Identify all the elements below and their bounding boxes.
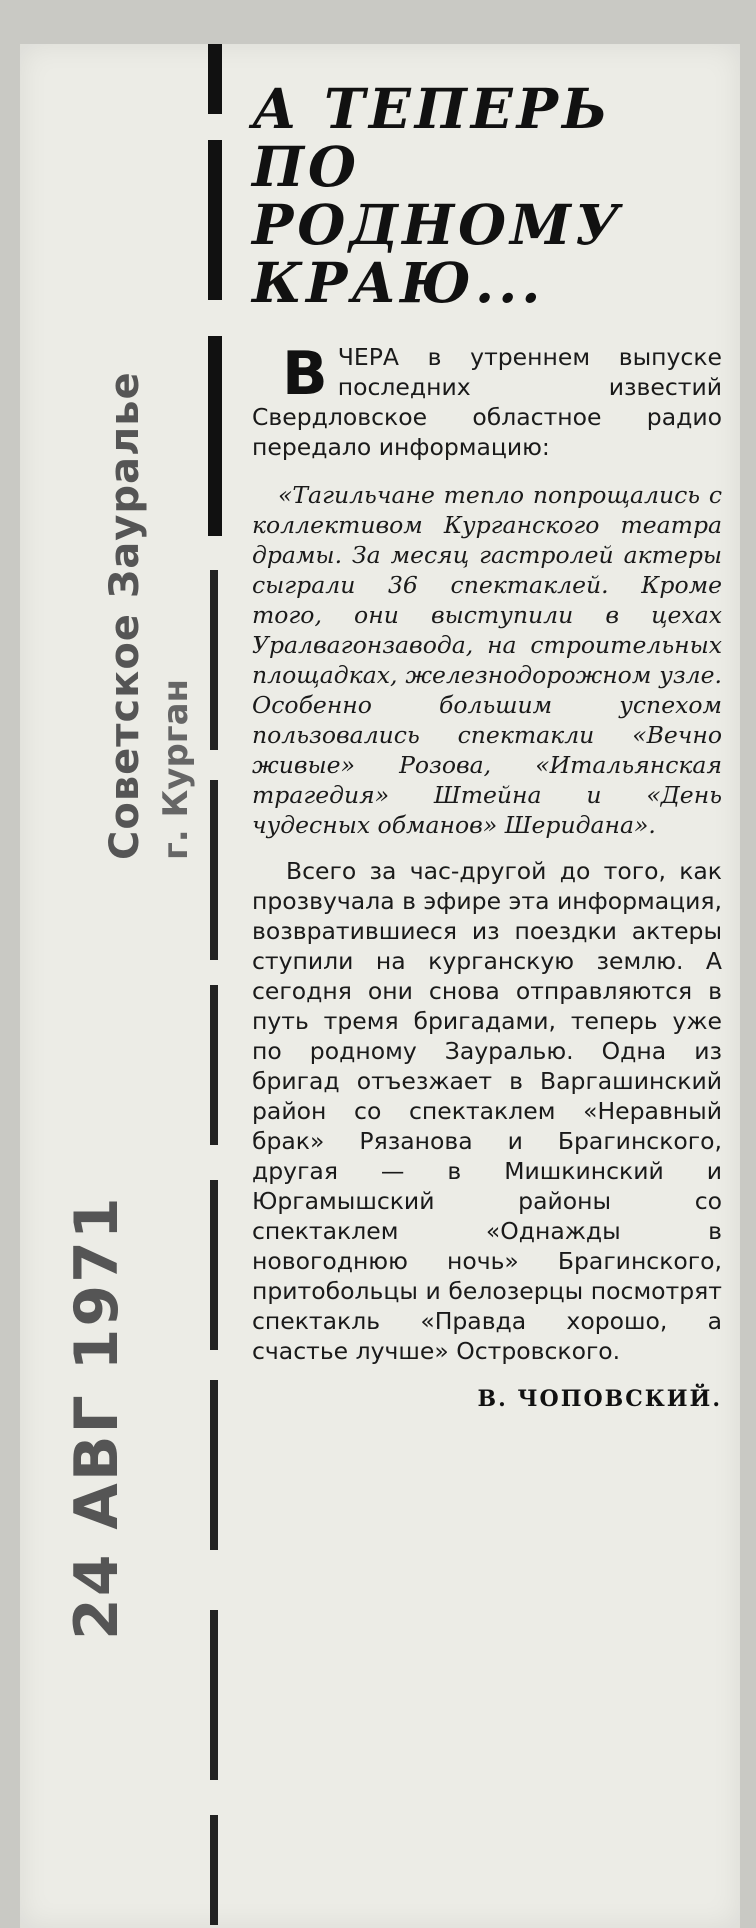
column-rule bbox=[210, 570, 218, 750]
date-stamp: 24 АВГ 1971 bbox=[62, 1195, 132, 1640]
lead-paragraph bbox=[252, 339, 722, 462]
radio-quote: «Тагильчане тепло попрощались с коллективом Курганского театра драмы. За месяц гастролей актеры сыграли 36 спектаклей. Кроме того, они выступили в цехах Уралвагонзавода, на строительных площадках, железнодорожном узле. Особенно большим успехом пользовались спектакли «Вечно живые» Розова, «Итальянская трагедия» Штейна и «День чудесных обманов» Шеридана». bbox=[252, 481, 722, 839]
drop-cap: В bbox=[282, 339, 328, 409]
column-rule bbox=[210, 985, 218, 1145]
headline: А ТЕПЕРЬ ПО РОДНОМУ КРАЮ... bbox=[252, 76, 624, 315]
column-rule bbox=[210, 1815, 218, 1925]
column-rule bbox=[208, 140, 222, 300]
clipping-margin bbox=[20, 44, 208, 1928]
column-rule bbox=[208, 44, 222, 114]
publication-stamp: Советское Зауралье bbox=[102, 371, 148, 860]
place-stamp: г. Курган bbox=[156, 678, 196, 860]
article bbox=[252, 76, 722, 1412]
column-rule bbox=[210, 1380, 218, 1550]
column-rule bbox=[210, 1180, 218, 1350]
column-rule bbox=[208, 336, 222, 536]
column-rule bbox=[210, 1610, 218, 1780]
column-rule bbox=[210, 780, 218, 960]
author-signature: В. ЧОПОВСКИЙ. bbox=[477, 1386, 722, 1412]
lead-text: ЧЕРА в утреннем выпуске последних известий Свердловское областное радио передало информацию: bbox=[252, 343, 722, 461]
body-paragraph: Всего за час-другой до того, как прозвучала в эфире эта информация, возвратившиеся из поездки актеры ступили на курганскую землю. А сегодня они снова отправляются в путь тремя бригадами, теперь уже по родному Зауралью. Одна из бригад отъезжает в Варгашинский район со спектаклем «Неравный брак» Рязанова и Брагинского, другая — в Мишкинский и Юргамышский районы со спектаклем «Однажды в новогоднюю ночь» Брагинского, притобольцы и белозерцы посмотрят спектакль «Правда хорошо, а счастье лучше» Островского. bbox=[252, 857, 722, 1365]
